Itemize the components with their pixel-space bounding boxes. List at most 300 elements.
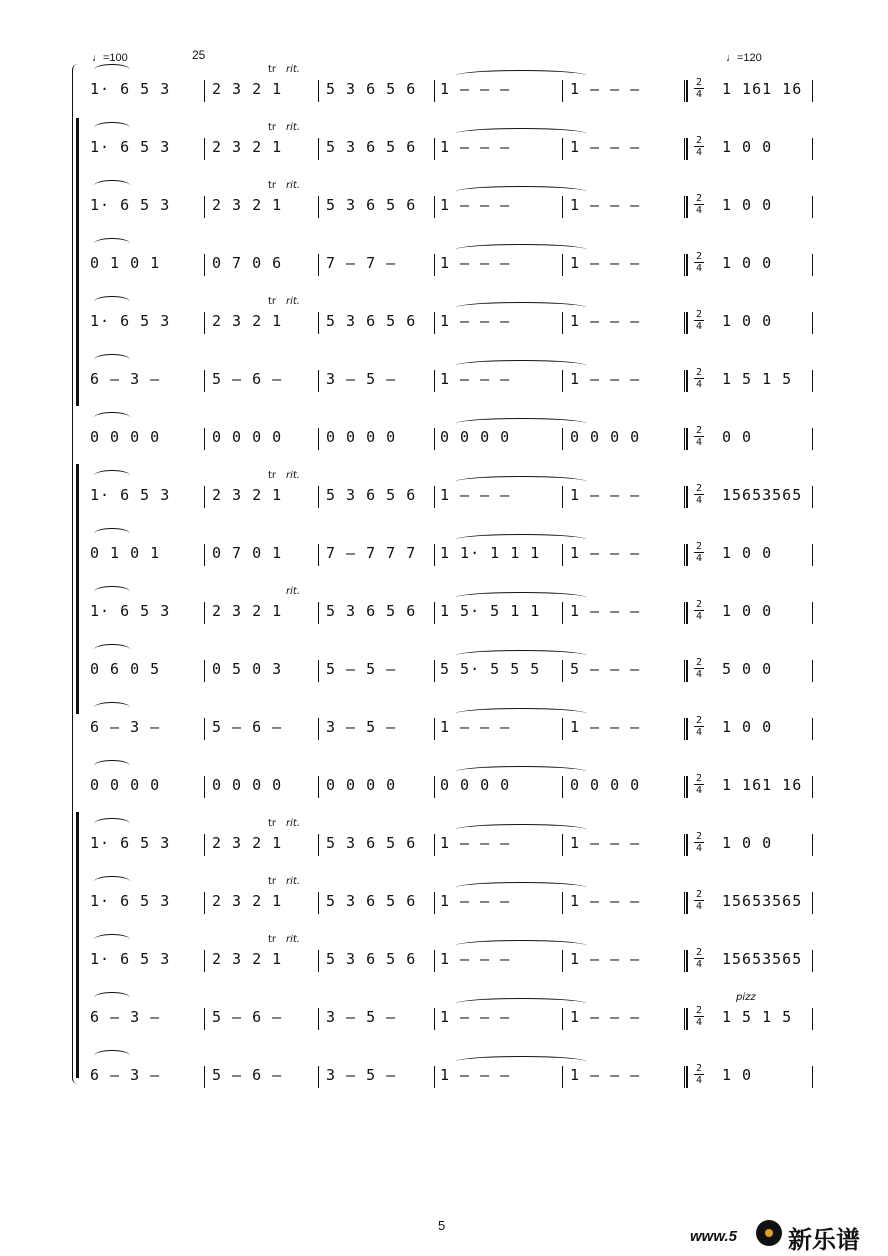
measure: 1 – – – xyxy=(440,1066,511,1084)
measure: 7 – 7 – xyxy=(326,254,397,272)
slur xyxy=(94,180,130,191)
measure: 1 – – – xyxy=(570,486,641,504)
staff-marks xyxy=(86,120,816,136)
staff-marks xyxy=(86,526,816,542)
page-number: 5 xyxy=(438,1218,446,1233)
double-barline xyxy=(684,718,688,740)
measure: 1 – – – xyxy=(570,1008,641,1026)
slur xyxy=(94,818,130,829)
slur xyxy=(94,1050,130,1061)
barline xyxy=(434,196,435,218)
time-signature-top: 2 xyxy=(695,831,703,842)
measure: 1 – – – xyxy=(570,834,641,852)
measure: 6 – 3 – xyxy=(90,1066,161,1084)
staff-notes xyxy=(86,77,816,102)
barline xyxy=(812,950,813,972)
slur xyxy=(94,470,130,481)
staff-marks xyxy=(86,236,816,252)
barline xyxy=(204,80,205,102)
time-signature xyxy=(694,77,704,100)
time-signature-top: 2 xyxy=(695,1005,703,1016)
barline xyxy=(434,254,435,276)
measure: 2 3 2 1 xyxy=(212,312,283,330)
time-signature-top: 2 xyxy=(695,251,703,262)
barline xyxy=(812,254,813,276)
barline xyxy=(318,834,319,856)
barline xyxy=(204,370,205,392)
measure-final: 15653565 xyxy=(722,892,803,910)
staff-row xyxy=(86,932,816,972)
staff-row xyxy=(86,120,816,160)
measure: 1· 6 5 3 xyxy=(90,196,171,214)
measure: 6 – 3 – xyxy=(90,1008,161,1026)
barline xyxy=(562,428,563,450)
measure: 1 – – – xyxy=(570,1066,641,1084)
performance-mark: rit. xyxy=(286,818,300,829)
barline xyxy=(562,486,563,508)
measure: 3 – 5 – xyxy=(326,1066,397,1084)
measure: 0 0 0 0 xyxy=(212,428,283,446)
staff-notes xyxy=(86,657,816,682)
staff-notes xyxy=(86,889,816,914)
barline xyxy=(204,196,205,218)
measure: 5 3 6 5 6 xyxy=(326,312,417,330)
measure: 1 – – – xyxy=(440,80,511,98)
barline xyxy=(318,602,319,624)
time-signature-bottom: 4 xyxy=(695,843,703,854)
performance-mark: rit. xyxy=(286,934,300,945)
staff-marks xyxy=(86,1048,816,1064)
time-signature xyxy=(694,367,704,390)
staff-marks xyxy=(86,584,816,600)
barline xyxy=(562,254,563,276)
barline xyxy=(318,370,319,392)
measure: 1· 6 5 3 xyxy=(90,892,171,910)
measure: 1 – – – xyxy=(570,950,641,968)
time-signature-bottom: 4 xyxy=(695,785,703,796)
barline xyxy=(204,1008,205,1030)
slur xyxy=(94,296,130,307)
measure: 0 0 0 0 xyxy=(326,428,397,446)
barline xyxy=(318,486,319,508)
measure: 1 5· 5 1 1 xyxy=(440,602,541,620)
barline xyxy=(434,892,435,914)
measure: 1 – – – xyxy=(570,312,641,330)
measure: 1· 6 5 3 xyxy=(90,950,171,968)
staff-row xyxy=(86,1048,816,1088)
slur xyxy=(94,528,130,539)
staff-marks xyxy=(86,816,816,832)
barline xyxy=(318,544,319,566)
measure-final: 1 0 0 xyxy=(722,312,773,330)
measure: 0 5 0 3 xyxy=(212,660,283,678)
time-signature-top: 2 xyxy=(695,947,703,958)
staff-notes xyxy=(86,947,816,972)
barline xyxy=(562,718,563,740)
performance-mark: tr xyxy=(268,818,277,829)
measure: 5 3 6 5 6 xyxy=(326,834,417,852)
time-signature-bottom: 4 xyxy=(695,379,703,390)
measure: 6 – 3 – xyxy=(90,370,161,388)
measure: 5 – 5 – xyxy=(326,660,397,678)
barline xyxy=(812,544,813,566)
barline xyxy=(318,428,319,450)
measure: 1 – – – xyxy=(440,892,511,910)
measure-final: 1 0 0 xyxy=(722,196,773,214)
time-signature xyxy=(694,425,704,448)
staff-notes xyxy=(86,1063,816,1088)
time-signature xyxy=(694,541,704,564)
time-signature xyxy=(694,831,704,854)
performance-mark: tr xyxy=(268,64,277,75)
performance-mark: tr xyxy=(268,876,277,887)
staff-notes xyxy=(86,309,816,334)
barline xyxy=(562,312,563,334)
time-signature xyxy=(694,715,704,738)
barline xyxy=(434,602,435,624)
measure: 1 – – – xyxy=(570,892,641,910)
time-signature-top: 2 xyxy=(695,773,703,784)
barline xyxy=(204,254,205,276)
time-signature xyxy=(694,889,704,912)
staff-row xyxy=(86,62,816,102)
measure-final: 1 5 1 5 xyxy=(722,1008,793,1026)
time-signature-top: 2 xyxy=(695,135,703,146)
measure: 3 – 5 – xyxy=(326,718,397,736)
performance-mark: tr xyxy=(268,934,277,945)
barline xyxy=(434,1008,435,1030)
measure: 1· 6 5 3 xyxy=(90,602,171,620)
barline xyxy=(812,196,813,218)
barline xyxy=(562,602,563,624)
measure: 1 – – – xyxy=(570,370,641,388)
measure-final: 1 161 16 xyxy=(722,80,803,98)
measure: 0 1 0 1 xyxy=(90,254,161,272)
time-signature-top: 2 xyxy=(695,193,703,204)
measure-final: 1 0 0 xyxy=(722,138,773,156)
measure: 2 3 2 1 xyxy=(212,138,283,156)
vinyl-logo-icon xyxy=(756,1220,782,1246)
barline xyxy=(562,80,563,102)
double-barline xyxy=(684,950,688,972)
measure: 1 – – – xyxy=(570,196,641,214)
staff-row xyxy=(86,584,816,624)
measure-final: 1 0 0 xyxy=(722,544,773,562)
time-signature-top: 2 xyxy=(695,367,703,378)
staff-notes xyxy=(86,715,816,740)
measure-final: 1 0 xyxy=(722,1066,753,1084)
staff-row xyxy=(86,236,816,276)
barline xyxy=(562,138,563,160)
barline xyxy=(812,80,813,102)
staff-notes xyxy=(86,831,816,856)
staff-row xyxy=(86,526,816,566)
barline xyxy=(204,312,205,334)
barline xyxy=(812,312,813,334)
measure: 0 0 0 0 xyxy=(440,776,511,794)
measure: 5 – 6 – xyxy=(212,370,283,388)
staff-marks xyxy=(86,294,816,310)
measure: 1 – – – xyxy=(440,254,511,272)
staff-notes xyxy=(86,599,816,624)
measure: 0 0 0 0 xyxy=(90,428,161,446)
performance-mark: pizz xyxy=(736,992,756,1003)
barline xyxy=(562,370,563,392)
barline xyxy=(562,892,563,914)
barline xyxy=(812,602,813,624)
barline xyxy=(434,312,435,334)
measure: 1 – – – xyxy=(570,138,641,156)
staff-row xyxy=(86,294,816,334)
measure: 0 7 0 6 xyxy=(212,254,283,272)
time-signature xyxy=(694,1063,704,1086)
slur xyxy=(94,992,130,1003)
measure: 5 – 6 – xyxy=(212,1066,283,1084)
barline xyxy=(318,80,319,102)
double-barline xyxy=(684,486,688,508)
performance-mark: tr xyxy=(268,122,277,133)
measure: 0 0 0 0 xyxy=(326,776,397,794)
staff-notes xyxy=(86,541,816,566)
measure: 1· 6 5 3 xyxy=(90,138,171,156)
slur xyxy=(94,644,130,655)
measure: 3 – 5 – xyxy=(326,1008,397,1026)
performance-mark: rit. xyxy=(286,876,300,887)
staff-row xyxy=(86,642,816,682)
measure: 0 0 0 0 xyxy=(90,776,161,794)
time-signature xyxy=(694,135,704,158)
staff-marks xyxy=(86,352,816,368)
measure: 3 – 5 – xyxy=(326,370,397,388)
measure-final: 0 0 xyxy=(722,428,753,446)
system-brace xyxy=(72,64,79,1084)
measure-number: 25 xyxy=(192,48,206,62)
barline xyxy=(812,776,813,798)
time-signature-top: 2 xyxy=(695,715,703,726)
measure: 1· 6 5 3 xyxy=(90,834,171,852)
barline xyxy=(812,660,813,682)
measure: 2 3 2 1 xyxy=(212,834,283,852)
measure: 0 1 0 1 xyxy=(90,544,161,562)
measure: 6 – 3 – xyxy=(90,718,161,736)
barline xyxy=(562,196,563,218)
measure: 1 – – – xyxy=(440,718,511,736)
time-signature-top: 2 xyxy=(695,425,703,436)
measure-final: 1 161 16 xyxy=(722,776,803,794)
barline xyxy=(434,1066,435,1088)
barline xyxy=(318,196,319,218)
staff-marks xyxy=(86,990,816,1006)
measure: 2 3 2 1 xyxy=(212,950,283,968)
time-signature xyxy=(694,599,704,622)
double-barline xyxy=(684,196,688,218)
double-barline xyxy=(684,428,688,450)
staff-row xyxy=(86,352,816,392)
double-barline xyxy=(684,544,688,566)
measure: 2 3 2 1 xyxy=(212,196,283,214)
measure: 1 – – – xyxy=(570,254,641,272)
barline xyxy=(318,892,319,914)
logo-text: 新乐谱 xyxy=(788,1226,860,1254)
barline xyxy=(562,544,563,566)
measure: 2 3 2 1 xyxy=(212,486,283,504)
performance-mark: rit. xyxy=(286,296,300,307)
staff-notes xyxy=(86,773,816,798)
barline xyxy=(318,660,319,682)
measure: 2 3 2 1 xyxy=(212,80,283,98)
barline xyxy=(434,370,435,392)
staff-row xyxy=(86,874,816,914)
barline xyxy=(562,834,563,856)
barline xyxy=(318,312,319,334)
barline xyxy=(812,370,813,392)
barline xyxy=(434,138,435,160)
barline xyxy=(318,718,319,740)
staff-notes xyxy=(86,251,816,276)
measure-final: 1 0 0 xyxy=(722,254,773,272)
performance-mark: rit. xyxy=(286,180,300,191)
slur xyxy=(94,122,130,133)
staff-notes xyxy=(86,135,816,160)
measure: 1 – – – xyxy=(440,1008,511,1026)
measure-final: 1 0 0 xyxy=(722,718,773,736)
double-barline xyxy=(684,602,688,624)
barline xyxy=(434,544,435,566)
time-signature-top: 2 xyxy=(695,599,703,610)
staff-notes xyxy=(86,483,816,508)
barline xyxy=(812,428,813,450)
measure: 1· 6 5 3 xyxy=(90,486,171,504)
barline xyxy=(204,660,205,682)
barline xyxy=(204,1066,205,1088)
slur xyxy=(94,702,130,713)
time-signature-bottom: 4 xyxy=(695,205,703,216)
barline xyxy=(204,834,205,856)
measure: 5 – 6 – xyxy=(212,1008,283,1026)
measure: 1 – – – xyxy=(570,544,641,562)
barline xyxy=(318,138,319,160)
measure: 1 1· 1 1 1 xyxy=(440,544,541,562)
slur xyxy=(94,238,130,249)
measure: 2 3 2 1 xyxy=(212,602,283,620)
time-signature-bottom: 4 xyxy=(695,727,703,738)
measure: 5 3 6 5 6 xyxy=(326,196,417,214)
slur xyxy=(94,586,130,597)
measure-final: 15653565 xyxy=(722,486,803,504)
staff-marks xyxy=(86,642,816,658)
measure: 0 0 0 0 xyxy=(570,776,641,794)
double-barline xyxy=(684,660,688,682)
barline xyxy=(562,1066,563,1088)
measure: 0 0 0 0 xyxy=(570,428,641,446)
barline xyxy=(318,950,319,972)
staff-marks xyxy=(86,932,816,948)
staff-row xyxy=(86,410,816,450)
time-signature-bottom: 4 xyxy=(695,89,703,100)
double-barline xyxy=(684,138,688,160)
time-signature-bottom: 4 xyxy=(695,611,703,622)
barline xyxy=(204,138,205,160)
measure-final: 1 0 0 xyxy=(722,602,773,620)
performance-mark: rit. xyxy=(286,470,300,481)
barline xyxy=(434,950,435,972)
measure: 1 – – – xyxy=(440,196,511,214)
barline xyxy=(434,428,435,450)
time-signature-top: 2 xyxy=(695,889,703,900)
barline xyxy=(812,486,813,508)
site-url: www.5 xyxy=(690,1228,737,1245)
barline xyxy=(204,718,205,740)
barline xyxy=(204,950,205,972)
double-barline xyxy=(684,1066,688,1088)
slur xyxy=(94,760,130,771)
measure: 5 3 6 5 6 xyxy=(326,486,417,504)
performance-mark: rit. xyxy=(286,64,300,75)
slur xyxy=(94,354,130,365)
measure: 5 5· 5 5 5 xyxy=(440,660,541,678)
barline xyxy=(204,544,205,566)
time-signature xyxy=(694,773,704,796)
staff-marks xyxy=(86,700,816,716)
measure: 2 3 2 1 xyxy=(212,892,283,910)
time-signature-bottom: 4 xyxy=(695,321,703,332)
staff-marks xyxy=(86,874,816,890)
time-signature xyxy=(694,1005,704,1028)
barline xyxy=(204,428,205,450)
staff-row xyxy=(86,468,816,508)
slur xyxy=(94,64,130,75)
tempo-start: ♩=100 xyxy=(92,52,128,64)
measure: 1 – – – xyxy=(440,950,511,968)
staff-row xyxy=(86,178,816,218)
performance-mark: tr xyxy=(268,296,277,307)
barline xyxy=(434,486,435,508)
measure: 1 – – – xyxy=(440,486,511,504)
staff-row xyxy=(86,816,816,856)
measure: 5 – – – xyxy=(570,660,641,678)
barline xyxy=(318,1008,319,1030)
barline xyxy=(562,660,563,682)
performance-mark: rit. xyxy=(286,122,300,133)
time-signature xyxy=(694,251,704,274)
measure: 5 3 6 5 6 xyxy=(326,138,417,156)
time-signature-bottom: 4 xyxy=(695,553,703,564)
barline xyxy=(204,602,205,624)
double-barline xyxy=(684,370,688,392)
time-signature-bottom: 4 xyxy=(695,437,703,448)
performance-mark: tr xyxy=(268,470,277,481)
time-signature xyxy=(694,483,704,506)
measure: 1 – – – xyxy=(570,80,641,98)
barline xyxy=(434,834,435,856)
barline xyxy=(434,776,435,798)
staff-row xyxy=(86,700,816,740)
barline xyxy=(562,776,563,798)
barline xyxy=(434,718,435,740)
staff-marks xyxy=(86,410,816,426)
double-barline xyxy=(684,80,688,102)
barline xyxy=(812,1066,813,1088)
measure: 0 7 0 1 xyxy=(212,544,283,562)
staff-notes xyxy=(86,367,816,392)
measure: 5 3 6 5 6 xyxy=(326,892,417,910)
staff-notes xyxy=(86,193,816,218)
staff-marks xyxy=(86,468,816,484)
barline xyxy=(812,718,813,740)
time-signature xyxy=(694,657,704,680)
staff-marks xyxy=(86,178,816,194)
slur xyxy=(94,876,130,887)
